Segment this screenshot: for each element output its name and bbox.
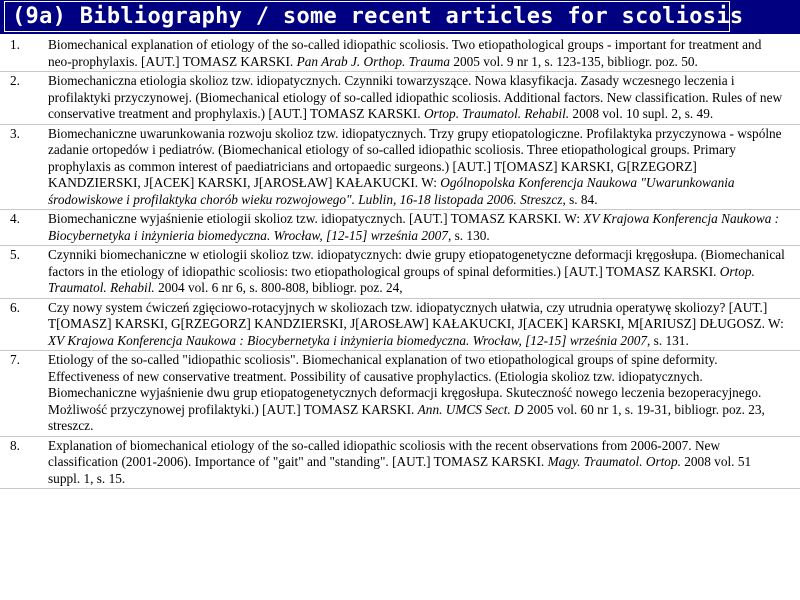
bibliography-entry bbox=[0, 125, 800, 211]
entry-text: Biomechanical explanation of etiology of the so-called idiopathic scoliosis. Two etiopathological groups - important for treatment and neo-prophylaxis. [AUT.] TOMASZ KARSKI. bbox=[48, 37, 762, 69]
entry-text: 2005 vol. 9 nr 1, s. 123-135, bibliogr. poz. 50. bbox=[450, 53, 698, 69]
entry-text: Biomechaniczna etiologia skolioz tzw. idiopatycznych. Czynniki towarzyszące. Nowa klasyfikacja. Zasady wczesnego leczenia i profilaktyki przyczynowej. (Biomechanical etiology of so-called idiopathic scoliosis. Additional factors. New classification. Rules of new conservative treatment and prophylaxis.) [AUT.] TOMASZ KARSKI. bbox=[48, 73, 783, 121]
entry-text: 2008 vol. 51 suppl. 1, s. 15. bbox=[48, 454, 752, 486]
entry-text: 2008 vol. 10 supl. 2, s. 49. bbox=[569, 106, 714, 121]
entry-source-italic: Ortop. Traumatol. Rehabil. bbox=[423, 106, 570, 121]
bibliography-entry bbox=[0, 36, 800, 72]
bibliography-entry bbox=[0, 246, 800, 299]
entry-source-italic: Pan Arab J. Orthop. Trauma bbox=[296, 53, 450, 69]
bibliography-list bbox=[0, 36, 800, 489]
entry-number: 8. bbox=[10, 437, 20, 453]
entry-text: , s. 84. bbox=[562, 191, 598, 207]
entry-number: 4. bbox=[10, 211, 20, 226]
slide-title: (9a) Bibliography / some recent articles for scoliosis bbox=[12, 4, 744, 29]
slide-title-bar bbox=[0, 0, 800, 34]
entry-number: 6. bbox=[10, 299, 20, 315]
entry-text: 2005 vol. 60 nr 1, s. 19-31, bibliogr. poz. 23, streszcz. bbox=[48, 401, 765, 433]
entry-text: Czynniki biomechaniczne w etiologii skolioz tzw. idiopatycznych: dwie grupy etiopatogenetyczne deformacji kręgosłupa. (Biomechanical factors in the etiology of idiopathic scoliosis: two etiopathological groups of spinal deformities.) [AUT.] TOMASZ KARSKI. bbox=[48, 247, 785, 279]
bibliography-entry bbox=[0, 351, 800, 437]
entry-text: 2004 vol. 6 nr 6, s. 800-808, bibliogr. poz. 24, bbox=[154, 280, 403, 295]
entry-source-italic: Ortop. Traumatol. Rehabil. bbox=[48, 263, 755, 295]
entry-number: 2. bbox=[10, 73, 20, 88]
entry-source-italic: XV Krajowa Konferencja Naukowa : Biocybernetyka i inżynieria biomedyczna. Wrocław, [12-15] września 2007 bbox=[48, 211, 780, 243]
bibliography-entry bbox=[0, 72, 800, 125]
entry-text: , s. 131. bbox=[647, 332, 689, 348]
entry-source-italic: Ann. UMCS Sect. D bbox=[417, 401, 524, 417]
entry-text: Czy nowy system ćwiczeń zgięciowo-rotacyjnych w skoliozach tzw. idiopatycznych ułatwia, czy utrudnia operatywę skoliozy? [AUT.] T[OMASZ] KARSKI, G[RZEGORZ] KANDZIERSKI, J[AROSŁAW] KAŁAKUCKI, J[ACEK] KARSKI, M[ARIUSZ] DŁUGOSZ. W: bbox=[48, 299, 784, 331]
entry-text: , s. 130. bbox=[447, 227, 490, 243]
entry-text: Biomechaniczne uwarunkowania rozwoju skolioz tzw. idiopatycznych. Trzy grupy etiopatologiczne. Profilaktyka przyczynowa - wspólne zadanie ortopedów i pediatrów. (Biomechanical etiology of so-called idiopathic scoliosis. Three etiopathological groups. Primary prophylaxis as common interest of paediatricians and ortopaedic surgeons.) [AUT.] T[OMASZ] KARSKI, G[RZEGORZ] KANDZIERSKI, J[ACEK] KARSKI, J[AROSŁAW] KAŁAKUCKI. W: bbox=[48, 125, 782, 190]
entry-text: Biomechaniczne wyjaśnienie etiologii skolioz tzw. idiopatycznych. [AUT.] TOMASZ KARSKI. W: bbox=[48, 211, 584, 226]
bibliography-entry bbox=[0, 437, 800, 490]
entry-text: Explanation of biomechanical etiology of the so-called idiopathic scoliosis with the recent observations from 2006-2007. New classification (2001-2006). Importance of "gait" and "standing". [AUT.] TOMASZ KARSKI. bbox=[48, 437, 721, 469]
entry-text: Etiology of the so-called "idiopathic scoliosis". Biomechanical explanation of two etiopathological groups of spine deformity. Effectiveness of new conservative treatment. Possibility of causative prophylactics. (Etiologia skolioz tzw. idiopatycznych. Biomechaniczne wyjaśnienie dwu grup etiopatogenetycznych deformacji kręgosłupa. Skuteczność nowego leczenia bezoperacyjnego. Możliwość przyczynowej profilaktyki.) [AUT.] TOMASZ KARSKI. bbox=[48, 352, 762, 417]
entry-source-italic: Ogólnopolska Konferencja Naukowa "Uwarunkowania środowiskowe i profilaktyka chorób wieku rozwojowego". Lublin, 16-18 listopada 2006. Streszcz bbox=[48, 175, 735, 207]
bibliography-entry bbox=[0, 210, 800, 246]
entry-number: 1. bbox=[10, 37, 20, 52]
entry-number: 5. bbox=[10, 247, 20, 262]
entry-number: 3. bbox=[10, 125, 20, 141]
entry-source-italic: Magy. Traumatol. Ortop. bbox=[547, 454, 681, 469]
entry-source-italic: XV Krajowa Konferencja Naukowa : Biocybernetyka i inżynieria biomedyczna. Wrocław, [12-15] września 2007 bbox=[48, 332, 648, 348]
bibliography-panel bbox=[0, 34, 800, 600]
entry-number: 7. bbox=[10, 352, 20, 367]
bibliography-entry bbox=[0, 299, 800, 352]
